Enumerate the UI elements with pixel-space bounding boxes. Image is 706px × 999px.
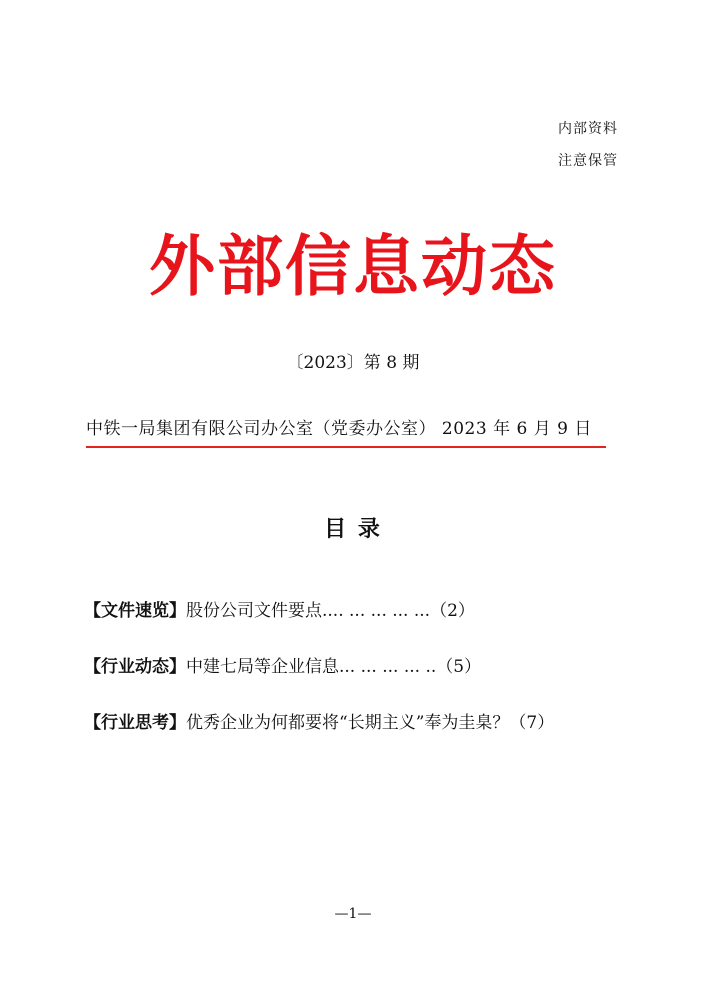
toc-title: 股份公司文件要点 [186, 601, 322, 621]
toc-page: （2） [430, 601, 475, 621]
toc-leader: ... ... ... ... .. [339, 657, 437, 677]
toc-heading: 目 录 [324, 516, 382, 542]
issue-number: 〔2023〕第 8 期 [286, 353, 420, 373]
toc-category: 【行业思考】 [84, 713, 186, 733]
toc-item-industry-thinking[interactable] [84, 708, 554, 733]
toc-item-industry-news[interactable] [84, 652, 481, 677]
internal-material-note: 内部资料 [558, 121, 618, 137]
toc-title: 中建七局等企业信息 [186, 657, 339, 677]
toc-category: 【行业动态】 [84, 657, 186, 677]
masthead-title: 外部信息动态 [149, 227, 557, 305]
toc-title: 优秀企业为何都要将“长期主义”奉为圭臬？ [186, 713, 510, 733]
red-divider-rule [86, 446, 606, 448]
page-number: —1— [334, 906, 372, 922]
toc-page: （5） [436, 657, 482, 677]
keep-safe-note: 注意保管 [558, 153, 618, 169]
toc-page: （7） [509, 713, 555, 733]
issuer-line: 中铁一局集团有限公司办公室（党委办公室） 2023 年 6 月 9 日 [86, 419, 592, 439]
toc-category: 【文件速览】 [84, 601, 186, 621]
toc-item-document-overview[interactable] [84, 596, 475, 621]
toc-leader: .... ... ... ... ... [322, 601, 431, 621]
